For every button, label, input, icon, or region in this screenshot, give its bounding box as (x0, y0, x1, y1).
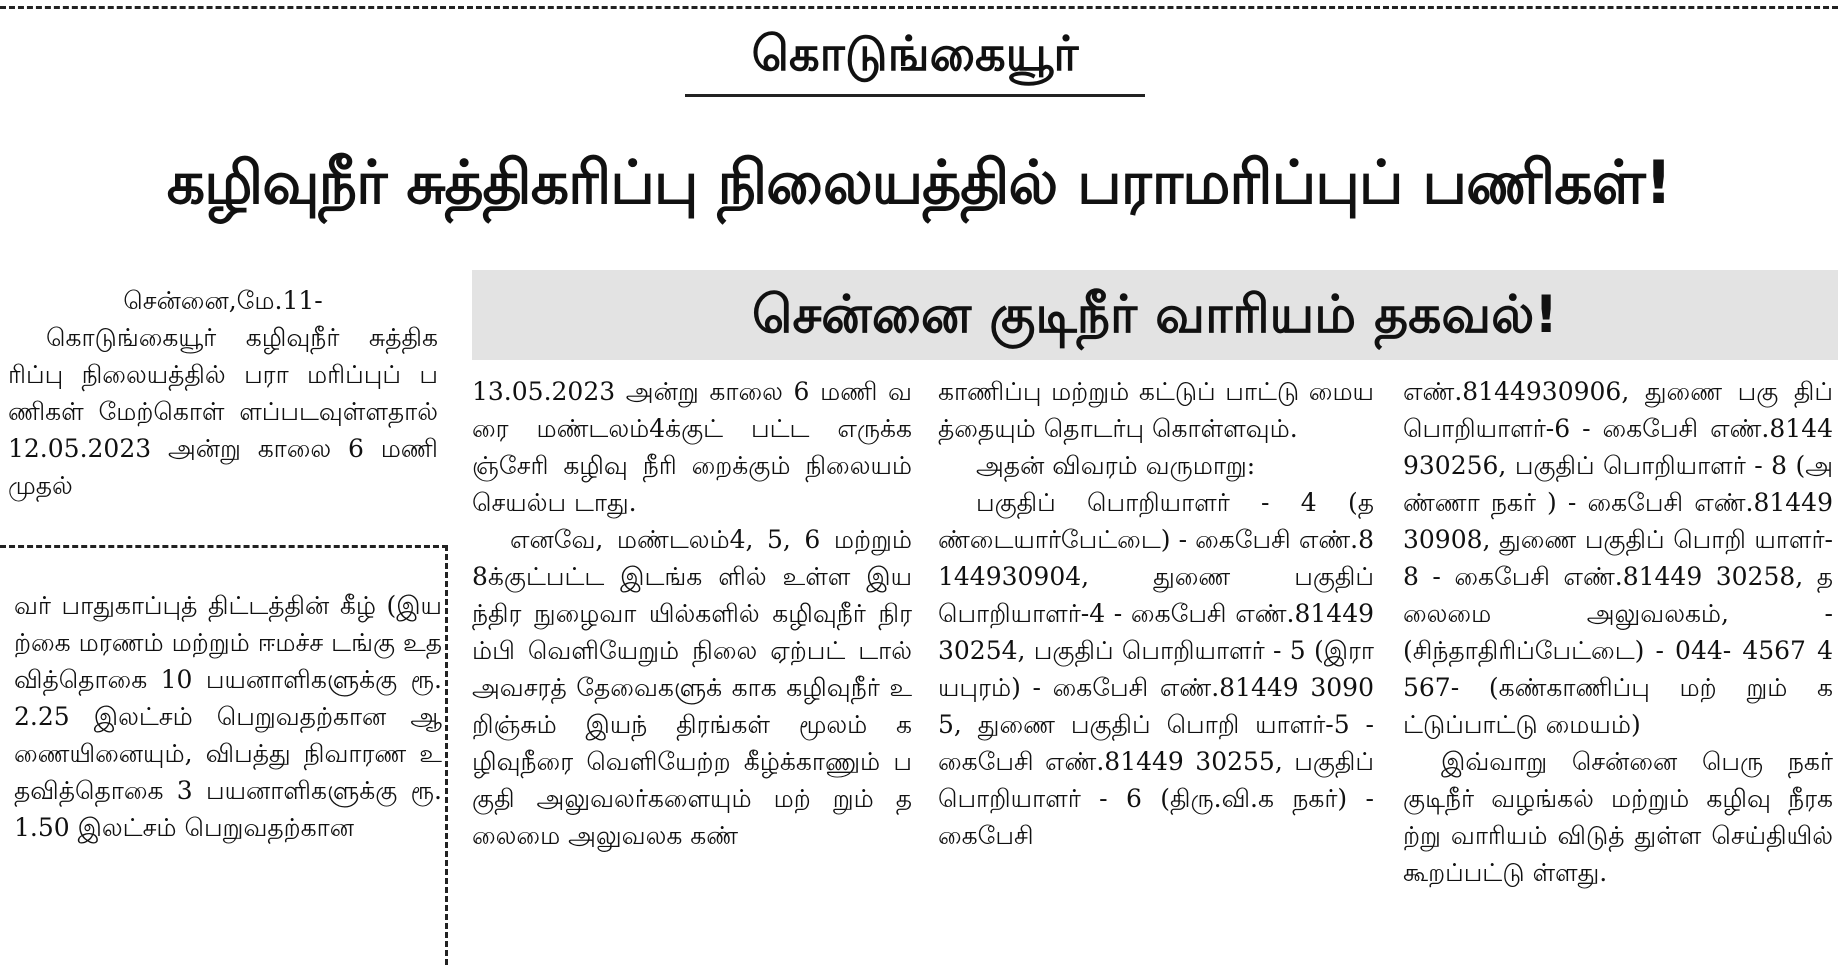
headline: கழிவுநீர் சுத்திகரிப்பு நிலையத்தில் பராமரிப்புப் பணிகள்! (166, 148, 1672, 218)
kicker-underline (685, 94, 1145, 97)
article-column-4 (1403, 373, 1833, 891)
kicker-location: கொடுங்கையூர் (751, 26, 1079, 82)
article-paragraph: கொடுங்கையூர் கழிவுநீர் சுத்திகரிப்பு நிலையத்தில் பரா மரிப்புப் பணிகள் மேற்கொள் ளப்படவுள்ளதால் 12.05.2023 அன்று காலை 6 மணி முதல் (8, 323, 438, 500)
article-paragraph: 13.05.2023 அன்று காலை 6 மணி வரை மண்டலம்4க்குட் பட்ட எருக்கஞ்சேரி கழிவு நீரி றைக்கும் நிலையம் செயல்ப டாது. (472, 377, 912, 517)
article-paragraph: பகுதிப் பொறியாளர் - 4 (தண்டையார்பேட்டை) - கைபேசி எண்.8144930904, துணை பகுதிப் பொறியாளர்-4 - கைபேசி எண்.8144930254, பகுதிப் பொறியாளர் - 5 (இரா யபுரம்) - கைபேசி எண்.81449 30905, துணை பகுதிப் பொறி யாளர்-5 - கைபேசி எண்.81449 30255, பகுதிப் பொறியாளர் - 6 (திரு.வி.க நகர்) - கைபேசி (938, 488, 1374, 850)
article-paragraph: காணிப்பு மற்றும் கட்டுப் பாட்டு மையத்தையும் தொடர்பு கொள்ளவும். (938, 377, 1374, 443)
dateline: சென்னை,மே.11- (123, 286, 323, 315)
article-column-2 (472, 373, 912, 854)
article-paragraph: அதன் விவரம் வருமாறு: (976, 451, 1256, 480)
article-paragraph: இவ்வாறு சென்னை பெரு நகர் குடிநீர் வழங்கல் மற்றும் கழிவு நீரகற்று வாரியம் விடுத் துள்ள செய்தியில் கூறப்பட்டு ள்ளது. (1403, 747, 1833, 887)
article-paragraph: எனவே, மண்டலம்4, 5, 6 மற்றும் 8க்குட்பட்ட இடங்க ளில் உள்ள இயந்திர நுழைவா யில்களில் கழிவுநீர் நிரம்பி வெளியேறும் நிலை ஏற்பட் டால் அவசரத் தேவைகளுக் காக கழிவுநீர் உறிஞ்சும் இயந் திரங்கள் மூலம் கழிவுநீரை வெளியேற்ற கீழ்க்காணும் பகுதி அலுவலர்களையும் மற் றும் தலைமை அலுவலக கண் (472, 525, 912, 850)
article-column-1 (8, 282, 438, 504)
top-dashed-border (0, 6, 1838, 9)
side-article-column (14, 587, 442, 846)
article-column-3 (938, 373, 1374, 854)
subheadline: சென்னை குடிநீர் வாரியம் தகவல்! (752, 285, 1558, 345)
article-paragraph: எண்.8144930906, துணை பகு திப் பொறியாளர்-6 - கைபேசி எண்.8144930256, பகுதிப் பொறியாளர் - 8 (அண்ணா நகர் ) - கைபேசி எண்.81449 30908, துணை பகுதிப் பொறி யாளர்-8 - கைபேசி எண்.81449 30258, தலைமை அலுவலகம், - (சிந்தாதிரிப்பேட்டை) - 044- 4567 4567- (கண்காணிப்பு மற் றும் கட்டுப்பாட்டு மையம்) (1403, 377, 1833, 739)
side-article-paragraph: வர் பாதுகாப்புத் திட்டத்தின் கீழ் (இயற்கை மரணம் மற்றும் ஈமச்ச டங்கு உதவித்தொகை 10 பயனாளிகளுக்கு ரூ.2.25 இலட்சம் பெறுவதற்கான ஆணையினையும், விபத்து நிவாரண உதவித்தொகை 3 பயனாளிகளுக்கு ரூ.1.50 இலட்சம் பெறுவதற்கான (14, 591, 442, 842)
